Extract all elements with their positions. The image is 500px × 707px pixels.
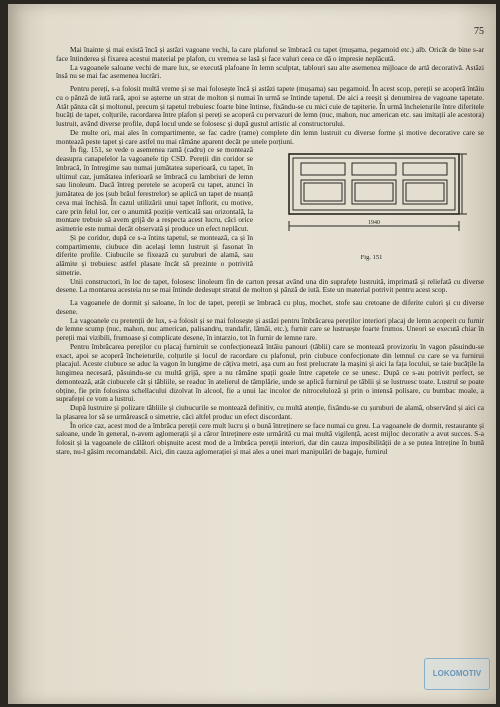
paragraph: În fig. 151, se vede o asemenea ramă (cadru) ce se montează deasupra canapelelor la vagoanele tip CSD. Pereții din coridor se îmbracă, în întregime sau numai jumătatea superioară, cu tapet, în ultimul caz, jumătatea inferioară se îmbracă cu lambriuri de lemn sau linoleum. Dacă întreg peretele se acoperă cu tapet, atunci în jumătatea de jos (sub brâul ferestrelor) se aplică un tapet de nuanță ceva mai închisă. În cazul utilizării unui tapet înflorit, cu motive, care prin felul lor, cer o anumită poziție verticală sau orizontală, la montare trebuie să avem grijă de a respecta acest lucru, căci orice asimetrie este numai decât observată și produce un efect neplăcut. (56, 145, 253, 233)
paragraph: La vagoanele cu pretenții de lux, s-a folosit și se mai folosește și astăzi pentru îmbrăcarea pereților interiori placaj de lemn acoperit cu furnir de lemne scump (nuc, mahon, nuc american, palisandru, trandafir, lămâi, etc.), furnir care se lustruește foarte frumos. Uneori se execută chiar în pereții mai vizibili, frumoase și complicate desene, în intarzio, tot în furnir de lemne rare. (56, 315, 484, 342)
figure-151 (259, 148, 484, 266)
paragraph: La vagoanele saloane vechi de mare lux, se execută plafoane în lemn sculptat, tablouri sau alte asemenea mijloace de artă decorativă. Astăzi însă nu se mai fac asemenea lucrări. (56, 62, 484, 81)
watermark-logo (424, 658, 490, 690)
paragraph: Unii constructori, în loc de tapet, folosesc linoleum fin de carton presat având una din suprafețe lustruită, imprimată și reliefată cu diverse desene. La montarea acesteia nu se mai întinde dedesupt stratul de molton și pânză de iută. Este un material potrivit pentru acest scop. (56, 276, 484, 295)
body-text (56, 46, 484, 457)
paragraph: La vagoanele de dormit și saloane, în loc de tapet, pereții se îmbracă cu pluș, mochet, stofe sau cretoane de diferite culori și cu diverse desene. (56, 298, 484, 316)
paragraph: Mai înainte și mai există încă și astăzi vagoane vechi, la care plafonul se îmbracă cu tapet (mușama, pegamoid etc.) alb. Oricât de bine s-ar face întinderea și fixarea acestui material pe plafon, cu vremea se lasă și face valuri ceea ce dă o impresie neplăcută. (56, 45, 484, 63)
dimension-label: 1940 (368, 220, 380, 227)
paragraph: În orice caz, acest mod de a îmbrăca pereții cere mult lucru și o bună întreținere se face numai cu greu. La vagoanele de dormit, restaurante și saloane, unde în general, n-avem aglomerații și a căror întreținere este urmărită cu mai multă vigilență, acest mijloc decorativ a avut succes. S-a folosit și la vagoanele de călători obișnuite acest mod de a îmbrăca pereții interiori, dar din cauza imposibilității de a se putea întreține în bună stare, nu-l găsim recomandabil. Aici, din cauza aglomerației și mai ales a unei mari manipulări de bagaje, furnirul (56, 420, 484, 456)
frame-drawing (259, 148, 484, 252)
paragraph: De multe ori, mai ales în compartimente, se fac cadre (rame) complete din lemn lustruit cu diverse forme și motive decorative care se montează peste tapet și care astfel nu mai rămâne aparent decât pe unele porțiuni. (56, 127, 484, 146)
paragraph: Pentru pereți, s-a folosit multă vreme și se mai folosește încă și astăzi tapete (mușama) sau pegamoid. În acest scop, pereții se acoperă întâiu cu o pânză de iută rară, apoi se așterne un strat de molton și numai în urmă se întinde tapetul. De aici a reeșit și denumirea de vagoane tapetate. Atât pânza cât și moltonul, precum și tapetul trebuiesc foarte bine întinse, fixându-se cu mici cuie de tapiterie. În urmă încheieturile între diferitele bucăți de tapet, colțurile, racordarea între plafon și pereți se acoperă cu pervazuri de lemn (nuc, mahon, nuc american etc. sau imitații ale acestora) lustruit, având diverse profile, după locul unde se folosesc și după gustul artistic al constructorului. (56, 84, 484, 128)
book-page (8, 4, 496, 704)
figure-caption: Fig. 151 (360, 254, 383, 262)
paragraph: După lustruire și polizare tăbliile și ciubucurile se montează definitiv, cu multă atenție, fixându-se cu șuruburi de alamă, observând și aici ca la plasarea lor să se urmărească o simetrie, căci altfel produc un efect discordant. (56, 403, 484, 421)
paragraph: Și pe coridor, după ce s-a întins tapetul, se montează, ca și în compartimente, ciubuce din același lemn lustruit și fasonat în diferite profile. Ciubucile se fixează cu șuruburi de alamă, sau alămite și trebuiesc astfel plasate încât să prezinte o potrivită simetrie. (56, 232, 253, 277)
page-number: 75 (474, 26, 484, 37)
paragraph: Pentru îmbrăcarea pereților cu placaj furniruit se confecționează întâiu panouri (tăblii) care se montează provizoriu în vagon păsuindu-se exact, apoi se acoperă încheieturile, colțurile și locul de racordare cu plafonul, prin ciubuce confecționate din lemnul cu care se va furnirui placajul. Aceste ciubuce se aduc la vagon în lungime de câțiva metri, așa cum au fost prelucrate la mașini și aici la fața locului, se taie bucățile la lungimea necesară, păsuindu-se cu multă grijă, spre a nu rămâne spații goale între capetele ce se unesc. După ce s-au potrivit perfect, se demontează, atât ciubucele cât și tăbliile, se readuc în atelierul de tâmplărie, unde se aplică furnirul pe tăblii și se lustruesc toate. Lustrul se poate obține, fie prin folosirea schellacului dizolvat în alcool, fie a unui lac incolor de nitroceluloză și prin o intensă polisare, cu bumbac moale, a suprafeței ce vom a lustrui. (56, 341, 484, 404)
watermark-text: LOKOMOTIV (432, 669, 482, 678)
